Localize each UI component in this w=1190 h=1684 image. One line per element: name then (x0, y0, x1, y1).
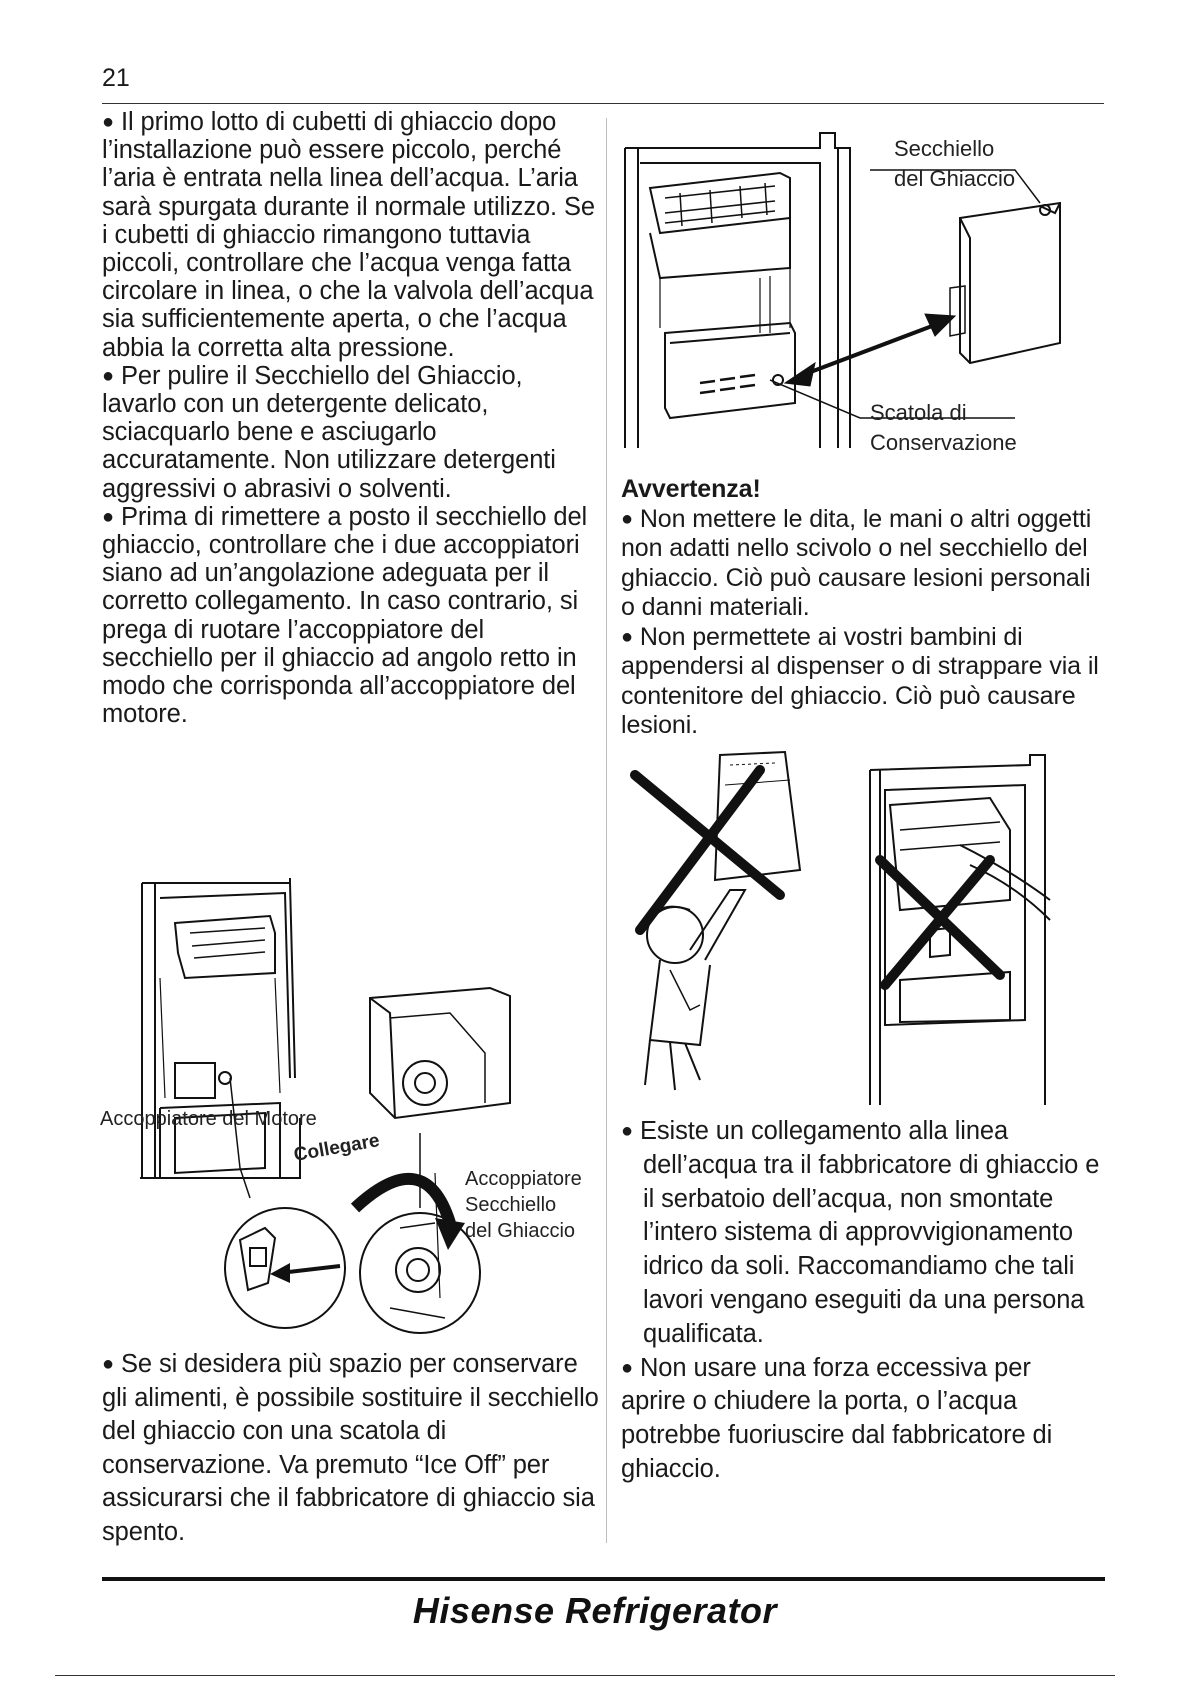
brand-footer: Hisense Refrigerator (412, 1590, 778, 1631)
paragraph-storage-box: ● Se si desidera più spazio per conservare gli alimenti, è possibile sostituire il secchiello del ghiaccio con una scatola di conservazione. Va premuto “Ice Off” per assicurarsi che il fabbricatore di ghiaccio sia spento. (102, 1350, 599, 1546)
figure-bucket-storage (620, 118, 1110, 463)
warning-children: ● Non permettete ai vostri bambini di appendersi al dispenser o di strappare via il contenitore del ghiaccio. Ciò può causare lesioni. (621, 622, 1099, 739)
left-bottom-text (102, 1348, 602, 1549)
paragraph-couplers: ● Prima di rimettere a posto il secchiello del ghiaccio, controllare che i due accoppiatori siano ad un’angolazione adeguata per il corretto collegamento. In caso contrario, si prega di ruotare l’accoppiatore del secchiello per il ghiaccio ad angolo retto in modo che corrisponda all’accoppiatore del motore. (102, 502, 588, 729)
label-bucket-coupler-1: Accoppiatore (465, 1168, 582, 1190)
paragraph-water-line: ● Esiste un collegamento alla linea dell’acqua tra il fabbricatore di ghiaccio e il serbatoio dell’acqua, non smontate l’intero sistema di approvvigionamento idrico da soli. Raccomandiamo che tali lavori vengano eseguiti da una persona qualificata. (621, 1117, 1100, 1348)
figure-warning-illustration (630, 750, 1100, 1110)
label-bucket-1: Secchiello (894, 136, 995, 161)
bullet-icon: ● (621, 625, 633, 648)
label-bucket-coupler-3: del Ghiaccio (465, 1220, 576, 1242)
warning-fingers: ● Non mettere le dita, le mani o altri oggetti non adatti nello scivolo o nel secchiello del ghiaccio. Ciò può causare lesioni personali o danni materiali. (621, 504, 1092, 621)
bullet-icon: ● (102, 364, 114, 387)
label-motor-coupler: Accoppiatore del Motore (100, 1108, 317, 1130)
footer-rule (102, 1577, 1105, 1581)
bullet-icon: ● (102, 505, 114, 528)
label-bucket-coupler-2: Secchiello (465, 1194, 557, 1216)
warning-block (621, 475, 1101, 741)
right-bottom-text (621, 1115, 1101, 1487)
label-bucket-2: del Ghiaccio (894, 166, 1016, 191)
paragraph-clean-bucket: ● Per pulire il Secchiello del Ghiaccio, lavarlo con un detergente delicato, sciacquarlo bene e asciugarlo accuratamente. Non utilizzare detergenti aggressivi o abrasivi o solventi. (102, 361, 556, 503)
label-box-2: Conservazione (870, 430, 1017, 455)
page-bottom-rule (55, 1675, 1115, 1676)
label-connect: Collegare (292, 1130, 382, 1166)
left-column-text (102, 108, 602, 728)
bullet-icon: ● (621, 1120, 633, 1142)
page-number: 21 (102, 64, 130, 92)
warning-title: Avvertenza! (621, 475, 761, 503)
bullet-icon: ● (621, 1356, 633, 1379)
bullet-icon: ● (621, 507, 633, 530)
bullet-icon: ● (102, 1353, 114, 1375)
paragraph-ice-cubes: ● Il primo lotto di cubetti di ghiaccio dopo l’installazione può essere piccolo, perché l’aria è entrata nella linea dell’acqua. L’aria sarà spurgata durante il normale utilizzo. Se i cubetti di ghiaccio rimangono tuttavia piccoli, controllare che l’acqua venga fatta circolare in linea, o che la valvola dell’acqua sia sufficientemente aperta, o che l’acqua abbia la corretta alta pressione. (102, 108, 596, 362)
label-box-1: Scatola di (870, 400, 967, 425)
paragraph-door-force: ● Non usare una forza eccessiva per aprire o chiudere la porta, o l’acqua potrebbe fuoriuscire dal fabbricatore di ghiaccio. (621, 1353, 1053, 1483)
header-rule (102, 103, 1104, 104)
bullet-icon: ● (102, 111, 114, 133)
figure-coupler (100, 878, 610, 1338)
